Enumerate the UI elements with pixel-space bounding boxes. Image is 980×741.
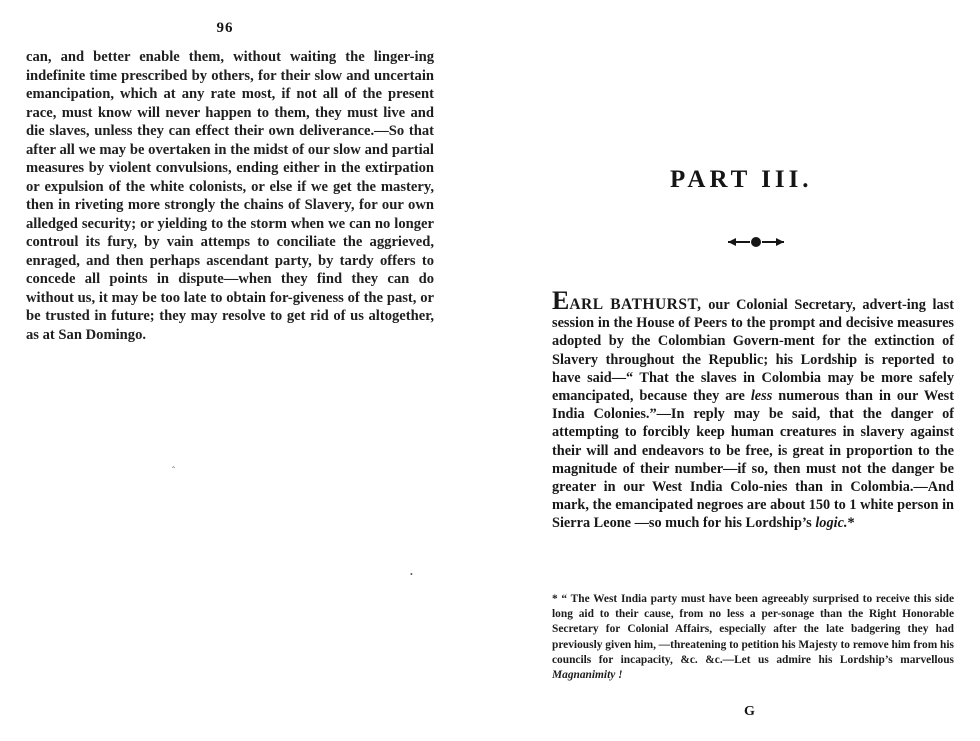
footnote-text: * “ The West India party must have been agreeably surprised to receive this side long aid to their cause, from no less a per-sonage than the Right Honorable Secretary for Colonial Affairs, especially after the late badgering they had previously given him, —threatening to petition his Majesty to remove him from his councils for incapacity, &c. &c.—Let us admire his Lordship’s marvellous [552,593,954,666]
left-page-text: can, and better enable them, without waiting the linger-ing indefinite time prescribed by others, for their slow and uncertain emancipation, which at any rate most, if not all of the present race, must know will never happen to them, they must live and die slaves, unless they can effect their own deliverance.—So that after all we may be overtaken in the midst of our slow and partial measures by violent convulsions, ending either in the extirpation or expulsion of the white colonists, or else if we get the mastery, then in riveting more strongly the chains of Slavery, for our own alledged security; or yielding to the storm when we can no longer controul its fury, by vain attemps to conciliate the aggrieved, enraged, and then perhaps ascendant party, by tardy offers to concede all points in dispute—when they find they can do without us, it may be too late to obtain for-giveness of the past, or be trusted in future; they may resolve to get rid of us altogether, as at San Domingo. [26,49,434,343]
drop-cap: E [552,286,570,315]
part-heading: PART III. [670,166,813,193]
body-text-part-1: our Colonial Secretary, advert-ing last session in the House of Peers to the prompt and decisive measures adopted by the Colombian Govern-ment for the extinction of Slavery throughout the Republic; his Lordship is reported to have said—“ That the slaves in Colombia may be more safely emancipated, because they are [552,297,954,405]
stray-ink-dot: • [410,570,413,579]
right-page [490,0,980,741]
footnote-marker: * [847,515,855,532]
footnote-italic: Magnanimity ! [552,669,623,682]
footnote [552,592,954,683]
italic-logic: logic. [815,515,848,532]
italic-less: less [750,388,773,405]
stray-ink-mark: ‸ [172,458,176,468]
lead-name: ARL BATHURST, [569,296,702,313]
body-paragraph [552,286,955,533]
left-page [0,0,470,741]
arrow-dot-ornament-icon [726,234,786,250]
page-number: 96 [216,20,234,36]
signature-mark: G [744,704,755,719]
body-text-part-2: numerous than in our West India Colonies.”—In reply may be said, that the danger of attempting to forcibly keep human creatures in slavery against their will and endeavors to be free, is great in proportion to the magnitude of their number—if so, then must not the danger be greater in our West India Colo-nies than in Colombia.—And mark, the emancipated negroes are about 150 to 1 white person in Sierra Leone —so much for his Lordship’s [552,388,955,532]
